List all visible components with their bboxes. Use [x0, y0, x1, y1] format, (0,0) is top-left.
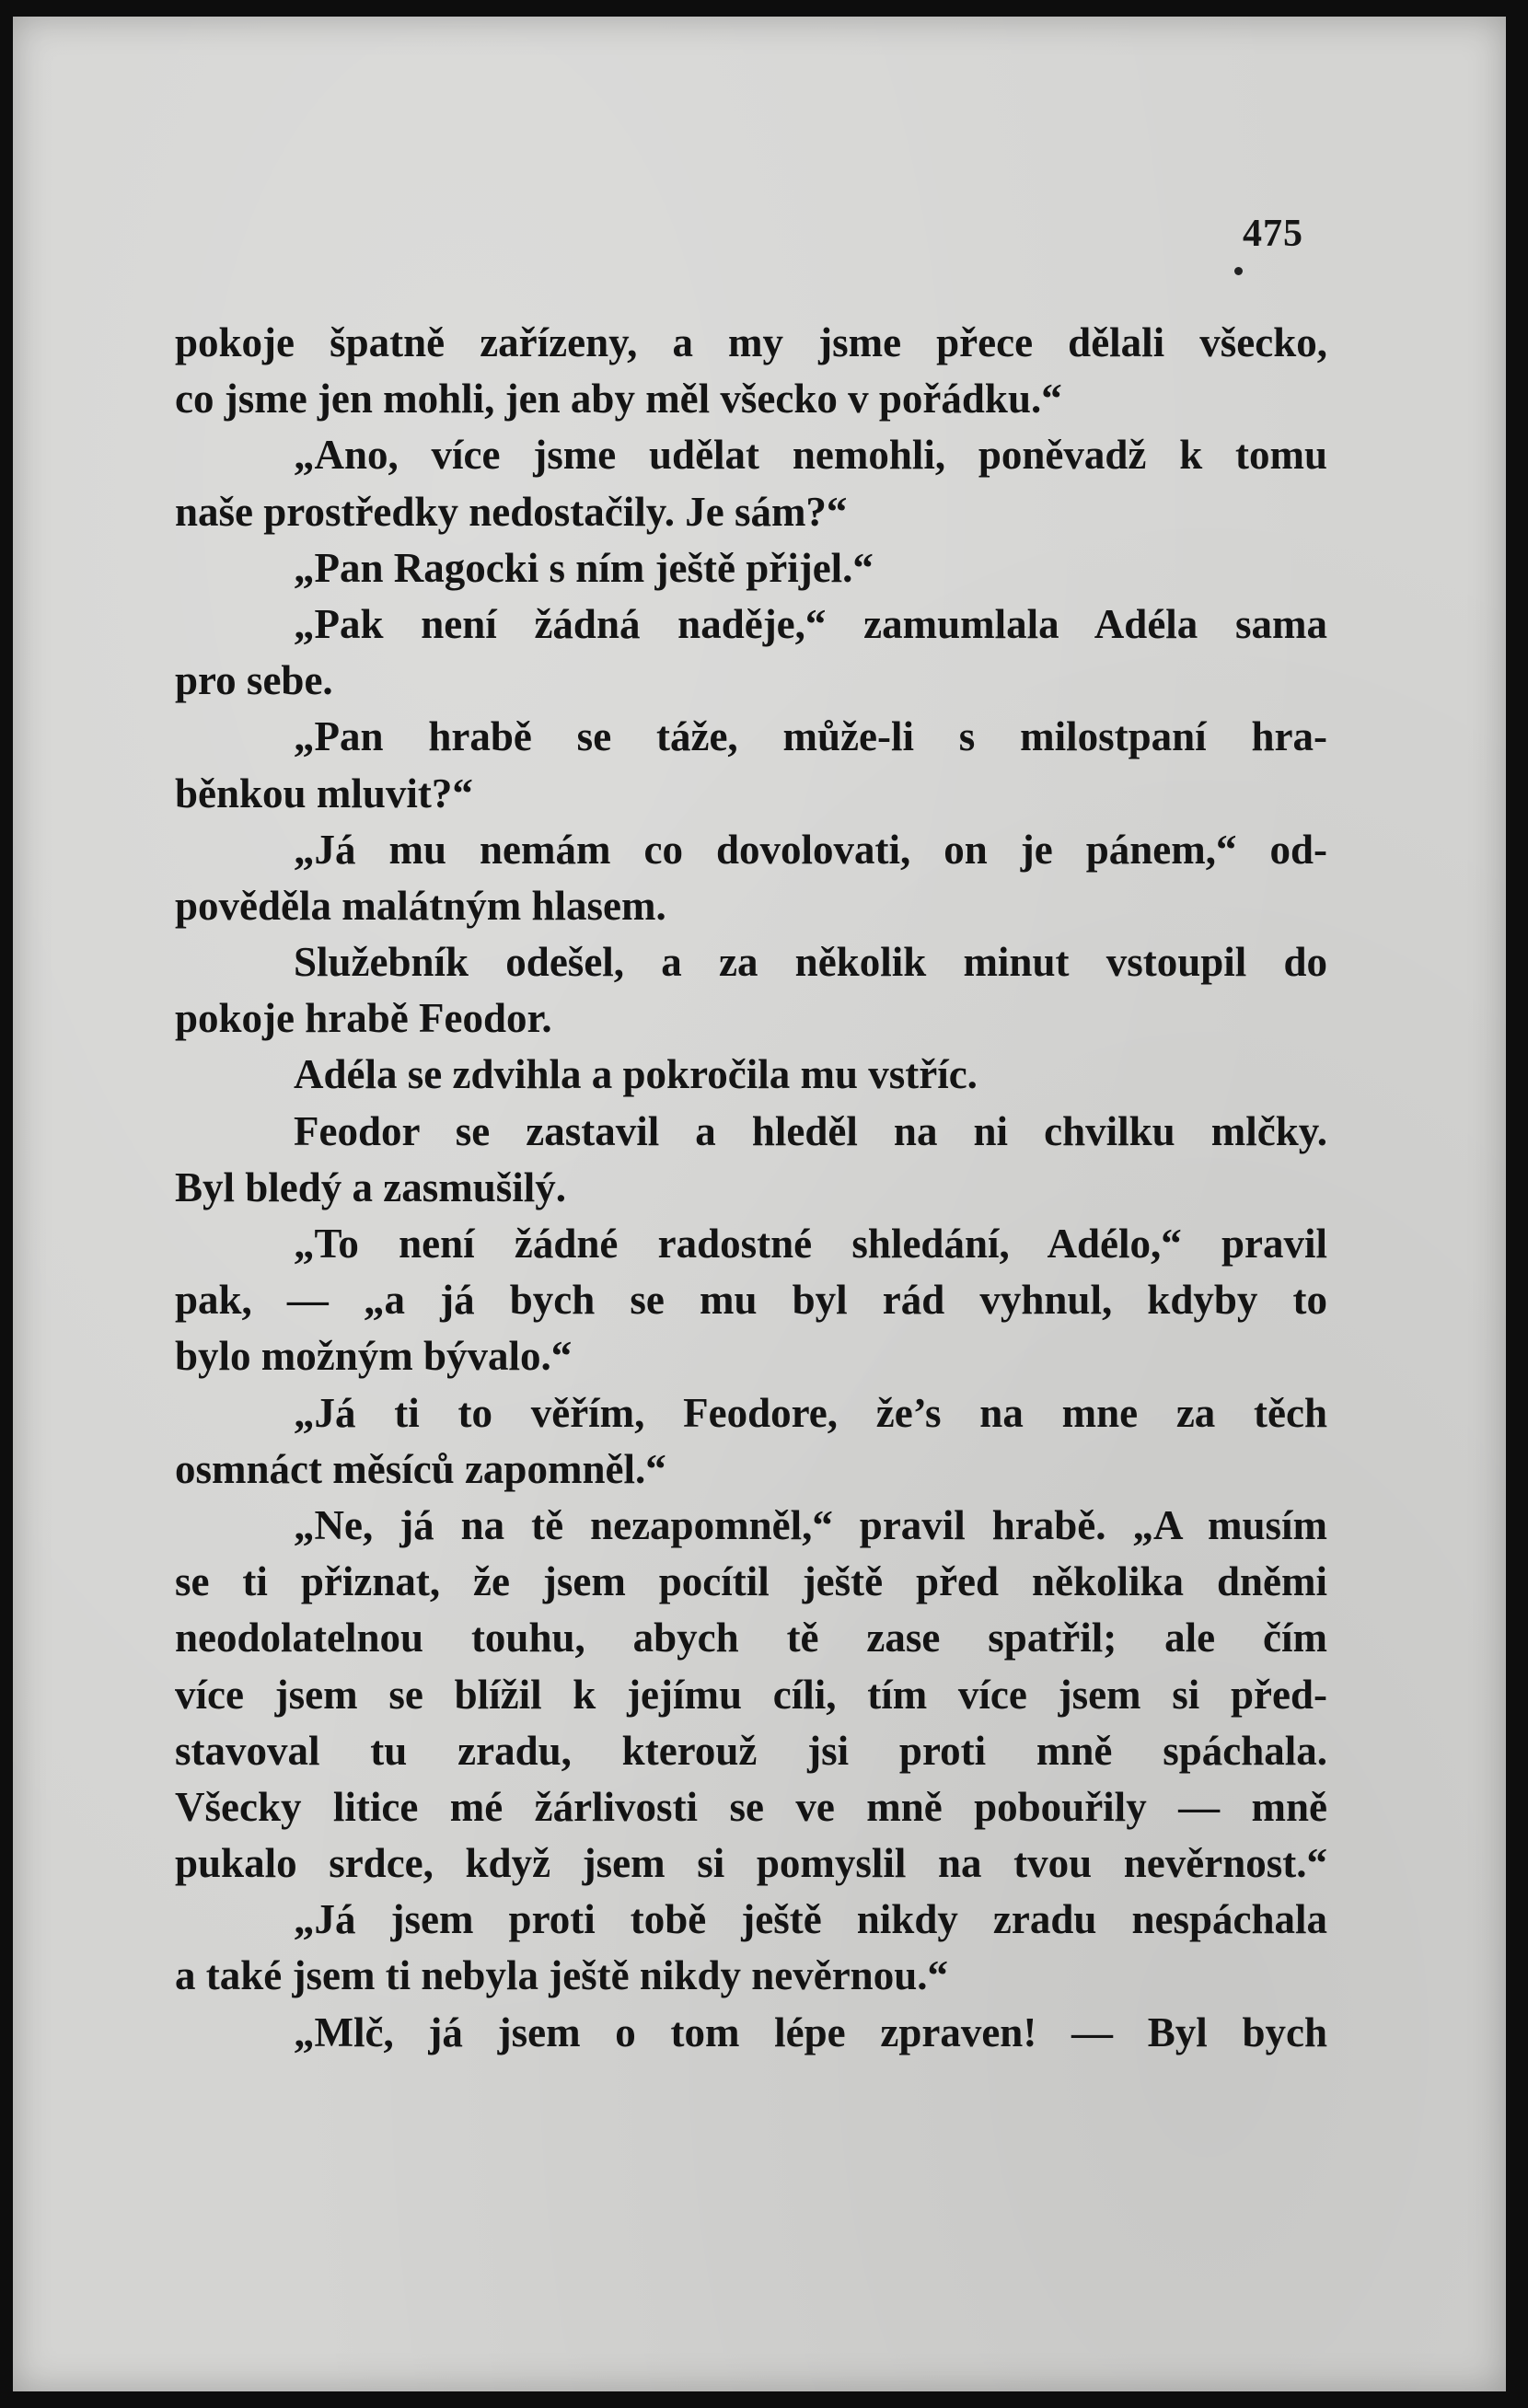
text-line: „To není žádné radostné shledání, Adélo,“ pravil	[294, 1221, 1327, 1267]
text-line: se ti přiznat, že jsem pocítil ještě před několika dněmi	[175, 1558, 1327, 1605]
page-body-text	[175, 315, 1327, 2061]
text-line: „Pak není žádná naděje,“ zamumlala Adéla sama	[294, 600, 1327, 647]
text-line: běnkou mluvit?“	[175, 770, 473, 816]
text-line: „Já jsem proti tobě ještě nikdy zradu nespáchala	[294, 1896, 1327, 1943]
book-page	[13, 17, 1506, 2391]
text-line: Služebník odešel, a za několik minut vstoupil do	[294, 939, 1327, 986]
text-line: „Ano, více jsme udělat nemohli, poněvadž k tomu	[294, 432, 1327, 479]
text-line: naše prostředky nedostačily. Je sám?“	[175, 488, 848, 535]
text-line: Všecky litice mé žárlivosti se ve mně pobouřily — mně	[175, 1783, 1327, 1830]
text-line: pověděla malátným hlasem.	[175, 882, 666, 929]
text-line: Byl bledý a zasmušilý.	[175, 1163, 567, 1210]
text-line: pak, — „a já bych se mu byl rád vyhnul, kdyby to	[175, 1277, 1327, 1324]
text-line: osmnáct měsíců zapomněl.“	[175, 1445, 666, 1492]
text-line: „Mlč, já jsem o tom lépe zpraven! — Byl bych	[294, 2009, 1327, 2055]
text-line: Adéla se zdvihla a pokročila mu vstříc.	[294, 1051, 978, 1098]
text-line: Feodor se zastavil a hleděl na ni chvilku mlčky.	[294, 1107, 1327, 1154]
text-line: neodolatelnou touhu, abych tě zase spatřil; ale čím	[175, 1615, 1327, 1661]
text-line: „Pan hrabě se táže, může-li s milostpaní hra-	[294, 713, 1327, 760]
text-line: „Ne, já na tě nezapomněl,“ pravil hrabě. „A musím	[294, 1501, 1327, 1548]
text-line: pukalo srdce, když jsem si pomyslil na tvou nevěrnost.“	[175, 1840, 1327, 1887]
text-line: „Pan Ragocki s ním ještě přijel.“	[294, 544, 874, 591]
text-line: bylo možným bývalo.“	[175, 1333, 573, 1380]
text-line: více jsem se blížil k jejímu cíli, tím více jsem si před-	[175, 1671, 1327, 1718]
text-line: „Já ti to věřím, Feodore, že’s na mne za těch	[294, 1389, 1327, 1436]
print-speck	[1234, 267, 1243, 275]
page-number: 475	[1243, 213, 1303, 255]
text-line: stavoval tu zradu, kterouž jsi proti mně spáchala.	[175, 1727, 1327, 1774]
text-line: pokoje hrabě Feodor.	[175, 995, 552, 1042]
text-line: pro sebe.	[175, 657, 333, 704]
text-line: „Já mu nemám co dovolovati, on je pánem,“ od-	[294, 826, 1327, 873]
text-line: co jsme jen mohli, jen aby měl všecko v pořádku.“	[175, 376, 1062, 423]
text-line: pokoje špatně zařízeny, a my jsme přece dělali všecko,	[175, 319, 1327, 365]
text-line: a také jsem ti nebyla ještě nikdy nevěrnou.“	[175, 1952, 948, 1999]
